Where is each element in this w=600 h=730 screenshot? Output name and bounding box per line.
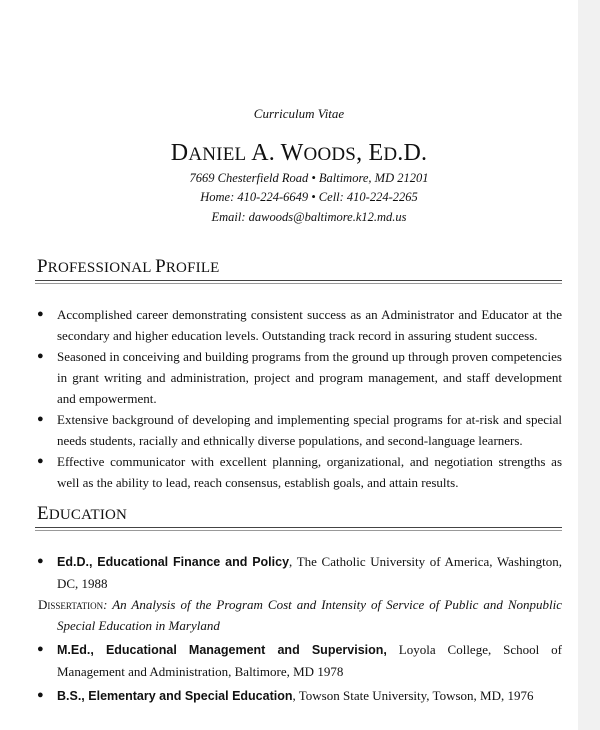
education-list <box>38 551 562 707</box>
bullet-icon: ● <box>37 555 44 567</box>
profile-item: ● Extensive background of developing and implementing special programs for at-risk and special needs students, racially and ethnically diverse populations, and second-language learners. <box>38 409 562 451</box>
bullet-icon: ● <box>37 413 44 425</box>
education-section-title: EDUCATION <box>37 503 128 524</box>
contact-phones: Home: 410-224-6649 • Cell: 410-224-2265 <box>200 190 418 204</box>
education-item: ● B.S., Elementary and Special Education, Towson State University, Towson, MD, 1976 <box>38 685 562 707</box>
profile-section-title: PROFESSIONAL PROFILE <box>37 256 220 277</box>
education-divider <box>35 527 562 531</box>
cv-label: Curriculum Vitae <box>253 106 345 121</box>
candidate-name: DANIEL A. WOODS, ED.D. <box>170 140 428 166</box>
profile-item: ● Effective communicator with excellent planning, organizational, and negotiation strengths as well as the ability to lead, reach consensus, establish goals, and attain results. <box>38 451 562 493</box>
viewer-scrollbar[interactable] <box>578 0 600 730</box>
bullet-icon: ● <box>37 350 44 362</box>
bullet-icon: ● <box>37 308 44 320</box>
bullet-icon: ● <box>37 455 44 467</box>
profile-divider <box>35 280 562 284</box>
bullet-icon: ● <box>37 643 44 655</box>
profile-item: ● Accomplished career demonstrating consistent success as an Administrator and Educator at the secondary and higher education levels. Outstanding track record in assuring student success. <box>38 304 562 346</box>
contact-email: Email: dawoods@baltimore.k12.md.us <box>211 210 407 224</box>
profile-list <box>38 304 562 493</box>
bullet-icon: ● <box>37 689 44 701</box>
education-item: ● M.Ed., Educational Management and Supervision, Loyola College, School of Management and Administration, Baltimore, MD 1978 <box>38 639 562 682</box>
education-item: ● Ed.D., Educational Finance and Policy, The Catholic University of America, Washington, DC, 1988 Dissertation: An Analysis of the Program Cost and Intensity of Service of Public and Nonpublic Special Education in Maryland <box>38 551 562 636</box>
profile-item: ● Seasoned in conceiving and building programs from the ground up through proven competencies in grant writing and administration, project and program management, and staff development and empowerment. <box>38 346 562 409</box>
contact-address: 7669 Chesterfield Road • Baltimore, MD 21201 <box>189 171 429 185</box>
